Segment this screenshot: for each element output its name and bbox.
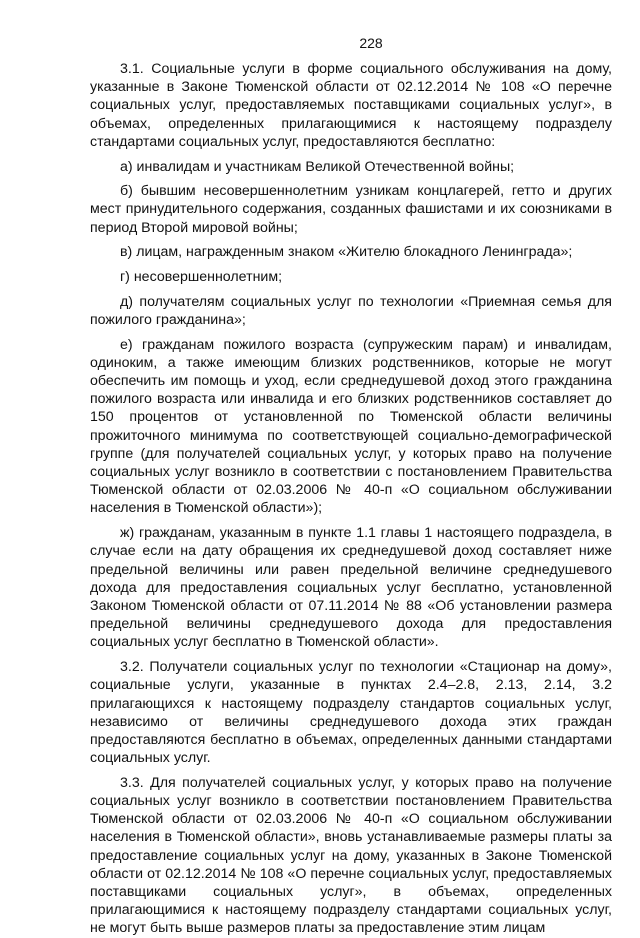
page-number: 228: [359, 35, 383, 51]
paragraph-3-1: 3.1. Социальные услуги в форме социального обслуживания на дому, указанные в Законе Тюменской области от 02.12.2014 № 108 «О перечне социальных услуг, предоставляемых поставщиками социальных услуг», в объемах, определенных прилагающимися к настоящему подразделу стандартами социальных услуг, предоставляются бесплатно:: [90, 61, 612, 150]
list-item-a: а) инвалидам и участникам Великой Отечественной войны;: [120, 158, 515, 175]
list-item-v: в) лицам, награжденным знаком «Жителю блокадного Ленинграда»;: [120, 244, 573, 261]
list-item-d: д) получателям социальных услуг по технологии «Приемная семья для пожилого гражданина»;: [90, 293, 612, 328]
list-item-e: е) гражданам пожилого возраста (супружеским парам) и инвалидам, одиноким, а также имеющим близких родственников, которые не могут обеспечить им помощь и уход, если среднедушевой доход этого гражданина пожилого возраста или инвалида и его близких родственников составляет до 150 процентов от установленной по Тюменской области величины прожиточного минимума по соответствующей социально-демографической группе (для получателей социальных услуг, у которых право на получение социальных услуг возникло в соответствии с постановлением Правительства Тюменской области от 02.03.2006 № 40-п «О социальном обслуживании населения в Тюменской области»);: [90, 336, 612, 517]
paragraph-3-2: 3.2. Получатели социальных услуг по технологии «Стационар на дому», социальные услуги, указанные в пунктах 2.4–2.8, 2.13, 2.14, 3.2 прилагающихся к настоящему подразделу стандартов социальных услуг, независимо от величины среднедушевого дохода этих граждан предоставляются бесплатно в объемах, определенных данными стандартами социальных услуг.: [90, 659, 612, 767]
list-item-g: г) несовершеннолетним;: [120, 269, 283, 286]
list-item-b: б) бывшим несовершеннолетним узникам концлагерей, гетто и других мест принудительного содержания, созданных фашистами и их союзниками в период Второй мировой войны;: [90, 183, 612, 236]
paragraph-3-3: 3.3. Для получателей социальных услуг, у которых право на получение социальных услуг возникло в соответствии постановлением Правительства Тюменской области от 02.03.2006 № 40-п «О социальном обслуживании населения в Тюменской области», вновь устанавливаемые размеры платы за предоставление социальных услуг на дому, указанных в Законе Тюменской области от 02.12.2014 № 108 «О перечне социальных услуг, предоставляемых поставщиками социальных услуг», в объемах, определенных прилагающимися к настоящему подразделу стандартами социальных услуг, не могут быть выше размеров платы за предоставление этим лицам: [90, 774, 612, 937]
list-item-zh: ж) гражданам, указанным в пункте 1.1 главы 1 настоящего подраздела, в случае если на дату обращения их среднедушевой доход составляет ниже предельной величины или равен предельной величине среднедушевого дохода для предоставления социальных услуг бесплатно, установленной Законом Тюменской области от 07.11.2014 № 88 «Об установлении размера предельной величины среднедушевого дохода для предоставления социальных услуг бесплатно в Тюменской области».: [90, 525, 612, 651]
